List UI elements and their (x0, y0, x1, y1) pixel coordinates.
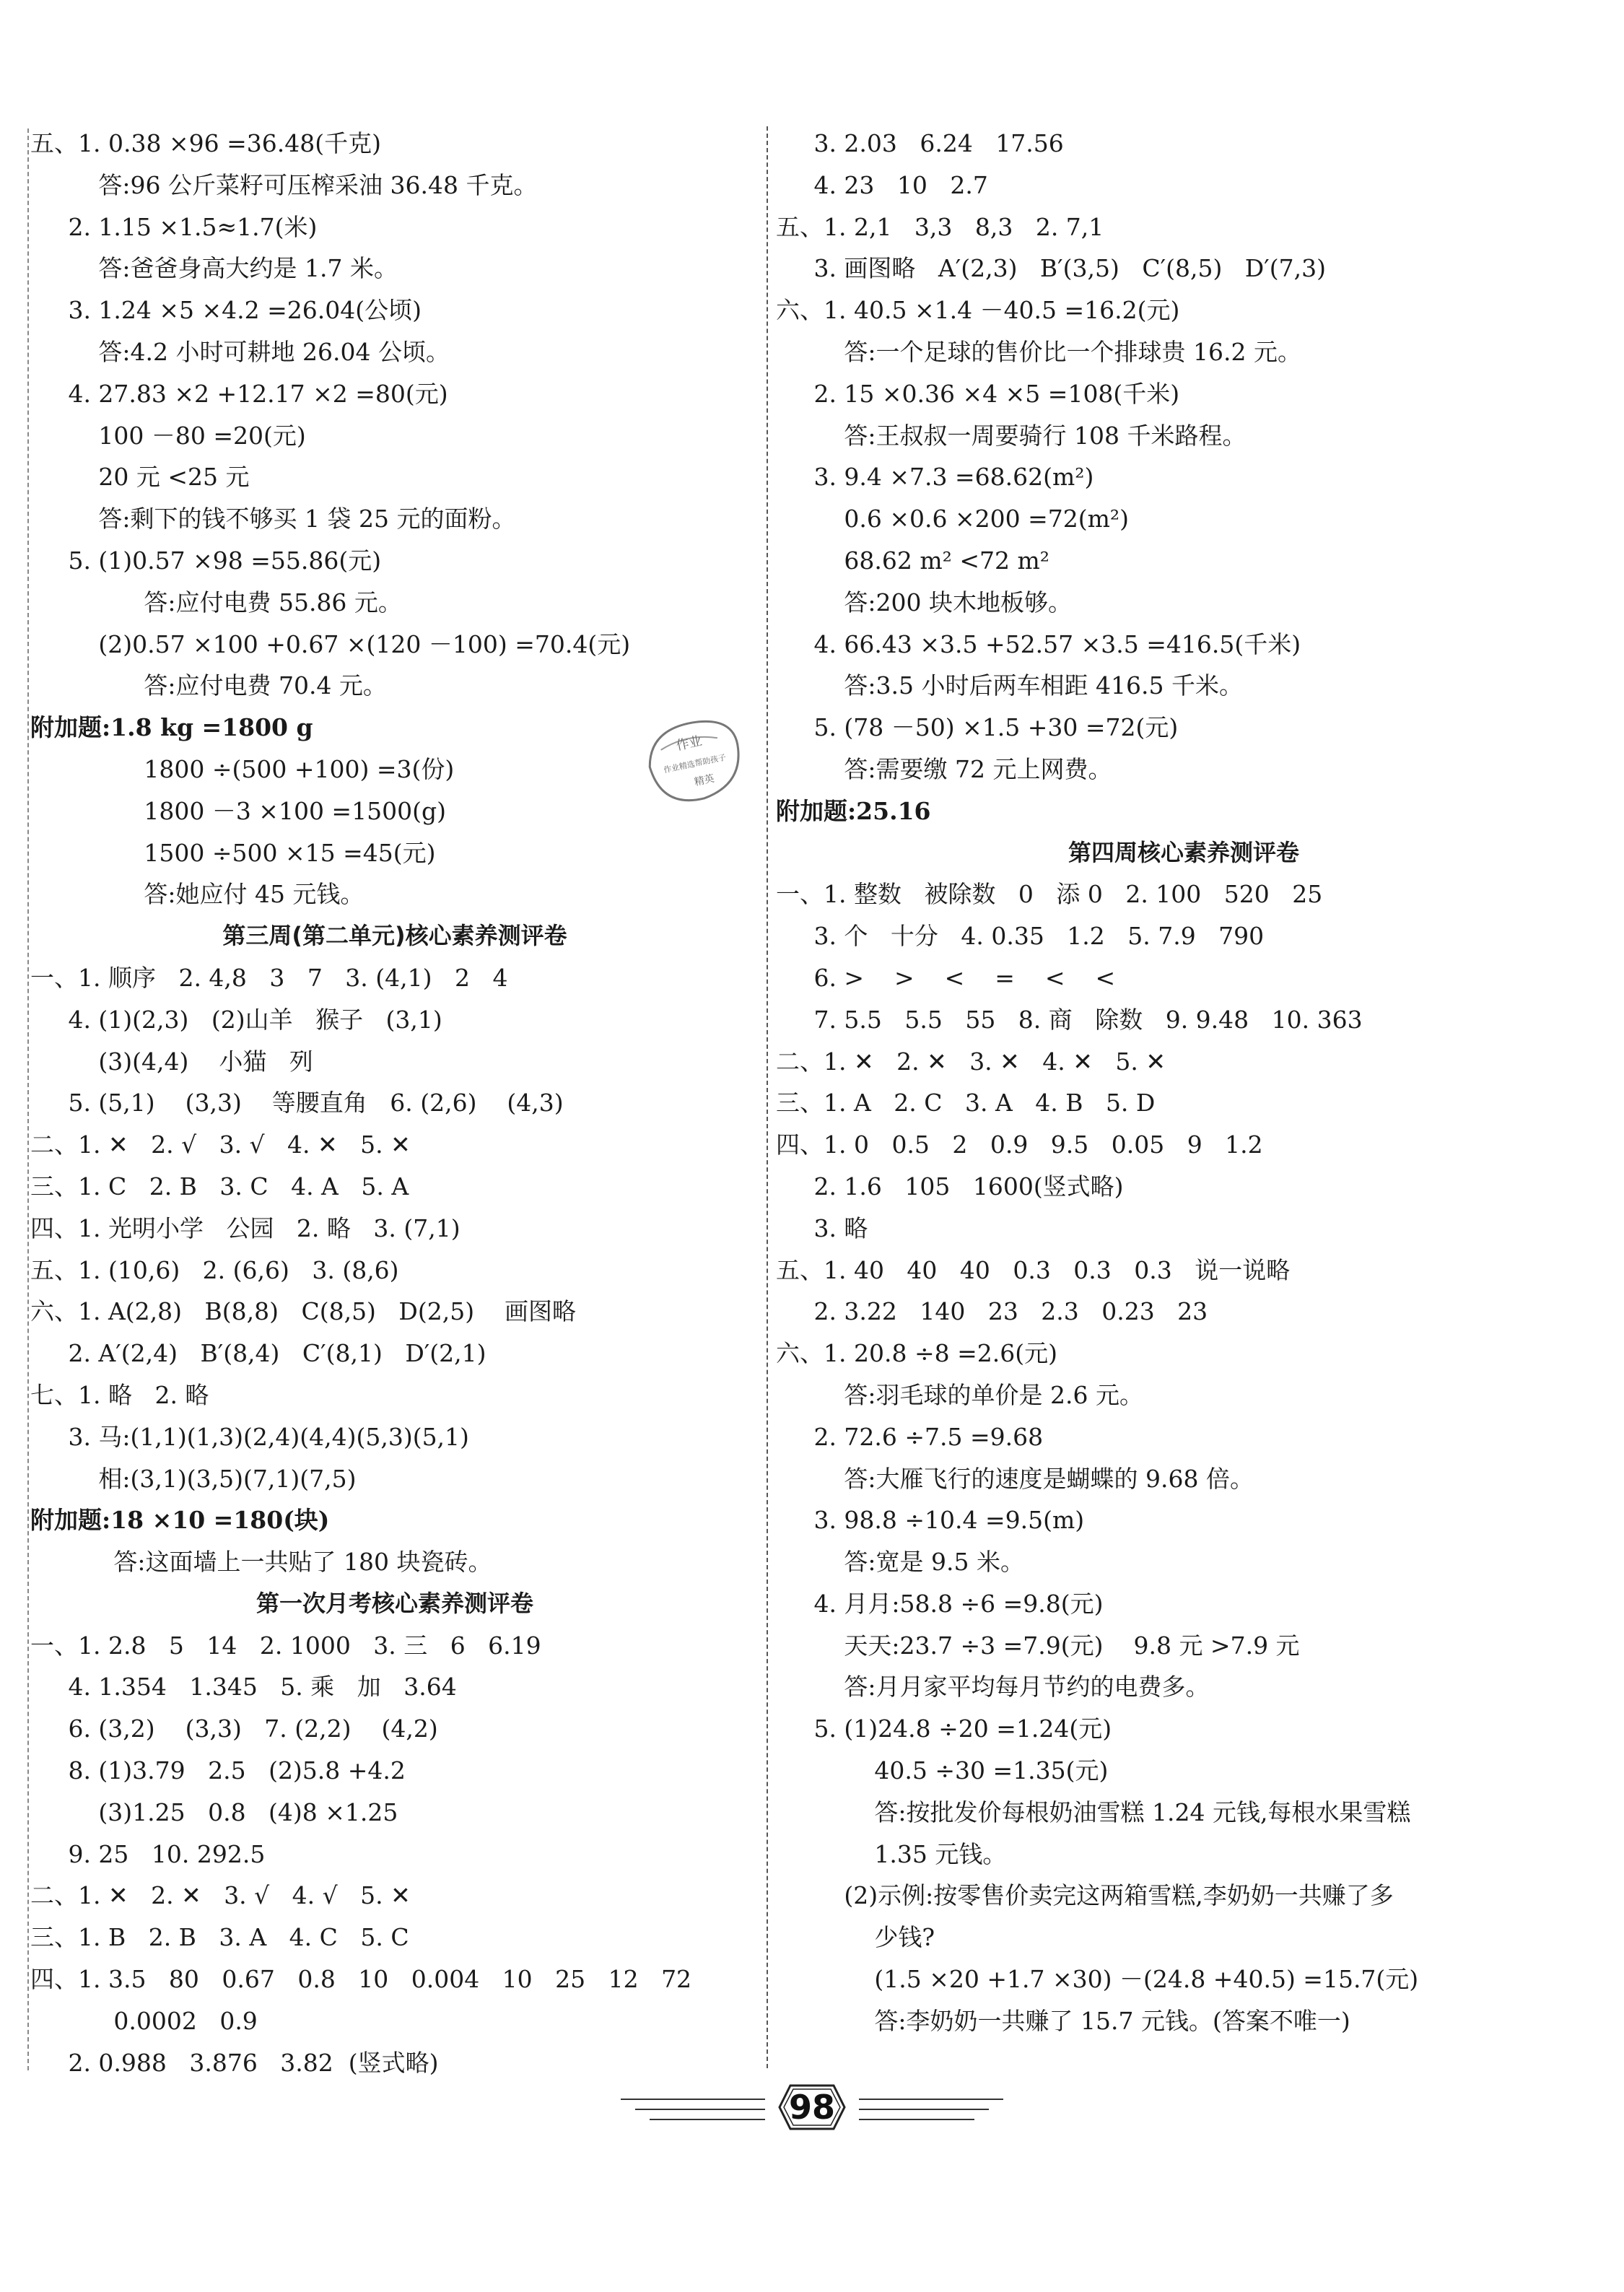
left-section-heading: 第三周(第二单元)核心素养测评卷 (222, 922, 567, 950)
right-answer-line: 2. 15 ×0.36 ×4 ×5 =108(千米) (776, 379, 1180, 408)
left-margin-rule (27, 128, 29, 2070)
left-answer-column (30, 123, 759, 2083)
right-answer-line: 答:王叔叔一周要骑行 108 千米路程。 (776, 421, 1247, 450)
left-answer-line: 附加题:18 ×10 =180(块) (30, 1506, 330, 1535)
right-answer-line: 3. 9.4 ×7.3 =68.62(m²) (776, 463, 1094, 492)
left-answer-line: 5. (1)0.57 ×98 =55.86(元) (30, 546, 382, 575)
left-answer-line: 2. 1.15 ×1.5≈1.7(米) (30, 212, 318, 241)
left-answer-line: 答:爸爸身高大约是 1.7 米。 (30, 254, 398, 283)
left-answer-line: 3. 1.24 ×5 ×4.2 =26.04(公顷) (30, 296, 422, 325)
right-answer-line: 三、1. A 2. C 3. A 4. B 5. D (776, 1089, 1156, 1117)
right-answer-line: 天天:23.7 ÷3 =7.9(元) 9.8 元 >7.9 元 (776, 1631, 1300, 1660)
right-answer-line: 五、1. 40 40 40 0.3 0.3 0.3 说一说略 (776, 1255, 1291, 1284)
right-answer-line: (1.5 ×20 +1.7 ×30) －(24.8 +40.5) =15.7(元) (776, 1965, 1419, 1994)
right-section-heading: 第四周核心素养测评卷 (1068, 838, 1299, 866)
left-answer-line: 3. 马:(1,1)(1,3)(2,4)(4,4)(5,3)(5,1) (30, 1422, 469, 1451)
right-answer-line: 3. 略 (776, 1213, 868, 1242)
right-answer-line: 答:200 块木地板够。 (776, 588, 1073, 616)
right-answer-line: 答:月月家平均每月节约的电费多。 (776, 1673, 1210, 1701)
right-answer-line: 3. 画图略 A′(2,3) B′(3,5) C′(8,5) D′(7,3) (776, 254, 1326, 283)
left-answer-line: 4. (1)(2,3) (2)山羊 猴子 (3,1) (30, 1005, 442, 1034)
right-answer-line: 答:需要缴 72 元上网费。 (776, 754, 1112, 783)
left-answer-line: 四、1. 3.5 80 0.67 0.8 10 0.004 10 25 12 72 (30, 1965, 692, 1994)
left-answer-line: 二、1. ✕ 2. √ 3. √ 4. ✕ 5. ✕ (30, 1130, 411, 1159)
right-answer-line: 附加题:25.16 (776, 796, 931, 825)
left-answer-line: 4. 27.83 ×2 +12.17 ×2 =80(元) (30, 379, 448, 408)
right-answer-line: 答:大雁飞行的速度是蝴蝶的 9.68 倍。 (776, 1464, 1254, 1493)
left-answer-line: 答:应付电费 55.86 元。 (30, 588, 402, 616)
left-answer-line: 2. A′(2,4) B′(8,4) C′(8,1) D′(2,1) (30, 1339, 486, 1368)
left-answer-line: 一、1. 顺序 2. 4,8 3 7 3. (4,1) 2 4 (30, 963, 508, 992)
left-answer-line: 答:96 公斤菜籽可压榨采油 36.48 千克。 (30, 170, 538, 199)
right-answer-line: 4. 23 10 2.7 (776, 170, 988, 199)
right-answer-line: 4. 66.43 ×3.5 +52.57 ×3.5 =416.5(千米) (776, 629, 1301, 658)
right-answer-line: 答:李奶奶一共赚了 15.7 元钱。(答案不唯一) (776, 2006, 1350, 2035)
right-answer-line: 3. 98.8 ÷10.4 =9.5(m) (776, 1506, 1085, 1535)
left-answer-line: 六、1. A(2,8) B(8,8) C(8,5) D(2,5) 画图略 (30, 1297, 577, 1326)
right-answer-line: 少钱? (776, 1923, 935, 1952)
left-answer-line: 答:应付电费 70.4 元。 (30, 671, 387, 700)
left-answer-line: 9. 25 10. 292.5 (30, 1839, 266, 1868)
right-answer-line: 答:一个足球的售价比一个排球贵 16.2 元。 (776, 337, 1301, 366)
right-answer-line: 一、1. 整数 被除数 0 添 0 2. 100 520 25 (776, 880, 1323, 909)
footer-rule-left-top (621, 2099, 765, 2100)
left-answer-line: 0.0002 0.9 (30, 2006, 258, 2035)
footer-rule-left-mid (635, 2109, 765, 2110)
right-answer-line: 六、1. 20.8 ÷8 =2.6(元) (776, 1339, 1057, 1368)
left-answer-line: 五、1. 0.38 ×96 =36.48(千克) (30, 129, 381, 157)
right-answer-column (776, 123, 1592, 2042)
footer-rule-right-mid (859, 2109, 989, 2110)
left-answer-line: 三、1. B 2. B 3. A 4. C 5. C (30, 1923, 409, 1952)
left-answer-line: 答:4.2 小时可耕地 26.04 公顷。 (30, 337, 450, 366)
left-answer-line: 8. (1)3.79 2.5 (2)5.8 +4.2 (30, 1756, 406, 1785)
left-answer-line: 附加题:1.8 kg =1800 g (30, 713, 313, 742)
right-answer-line: 40.5 ÷30 =1.35(元) (776, 1756, 1109, 1785)
right-answer-line: 四、1. 0 0.5 2 0.9 9.5 0.05 9 1.2 (776, 1130, 1263, 1159)
left-answer-line: 6. (3,2) (3,3) 7. (2,2) (4,2) (30, 1714, 438, 1743)
right-answer-line: 二、1. ✕ 2. ✕ 3. ✕ 4. ✕ 5. ✕ (776, 1047, 1166, 1076)
right-answer-line: 答:宽是 9.5 米。 (776, 1548, 1024, 1577)
left-answer-line: 四、1. 光明小学 公园 2. 略 3. (7,1) (30, 1213, 460, 1242)
left-answer-line: 七、1. 略 2. 略 (30, 1380, 209, 1409)
left-answer-line: 20 元 <25 元 (30, 463, 250, 492)
left-answer-line: 五、1. (10,6) 2. (6,6) 3. (8,6) (30, 1255, 399, 1284)
left-answer-line: 1500 ÷500 ×15 =45(元) (30, 838, 436, 867)
right-answer-line: 2. 3.22 140 23 2.3 0.23 23 (776, 1297, 1208, 1326)
left-answer-line: 三、1. C 2. B 3. C 4. A 5. A (30, 1172, 409, 1201)
left-answer-line: 答:这面墙上一共贴了 180 块瓷砖。 (30, 1548, 492, 1577)
right-answer-line: 5. (1)24.8 ÷20 =1.24(元) (776, 1714, 1112, 1743)
footer-rule-left-bottom (650, 2119, 765, 2120)
right-answer-line: 0.6 ×0.6 ×200 =72(m²) (776, 505, 1130, 533)
page-footer (621, 2075, 1003, 2140)
right-answer-line: 7. 5.5 5.5 55 8. 商 除数 9. 9.48 10. 363 (776, 1005, 1363, 1034)
right-answer-line: 答:羽毛球的单价是 2.6 元。 (776, 1380, 1143, 1409)
right-answer-line: 6. > > < = < < (776, 963, 1116, 992)
right-answer-line: 3. 2.03 6.24 17.56 (776, 129, 1064, 157)
right-answer-line: 2. 72.6 ÷7.5 =9.68 (776, 1422, 1044, 1451)
left-answer-line: 相:(3,1)(3,5)(7,1)(7,5) (30, 1464, 357, 1493)
left-answer-line: 5. (5,1) (3,3) 等腰直角 6. (2,6) (4,3) (30, 1089, 564, 1117)
left-answer-line: (3)(4,4) 小猫 列 (30, 1047, 313, 1076)
left-section-heading: 第一次月考核心素养测评卷 (256, 1589, 533, 1617)
right-answer-line: 2. 1.6 105 1600(竖式略) (776, 1172, 1124, 1201)
left-answer-line: 2. 0.988 3.876 3.82 (竖式略) (30, 2048, 439, 2077)
left-answer-line: 1800 ÷(500 +100) =3(份) (30, 754, 455, 783)
left-answer-line: 二、1. ✕ 2. ✕ 3. √ 4. √ 5. ✕ (30, 1881, 411, 1910)
right-answer-line: 4. 月月:58.8 ÷6 =9.8(元) (776, 1589, 1104, 1618)
left-answer-line: 一、1. 2.8 5 14 2. 1000 3. 三 6 6.19 (30, 1631, 541, 1660)
left-answer-line: (2)0.57 ×100 +0.67 ×(120 －100) =70.4(元) (30, 629, 631, 658)
page-number-badge (772, 2081, 852, 2133)
svg-text:作业: 作业 (674, 733, 704, 754)
footer-rule-right-bottom (859, 2119, 974, 2120)
left-answer-line: 100 －80 =20(元) (30, 421, 306, 450)
column-divider (767, 126, 768, 2068)
footer-rule-right-top (859, 2099, 1003, 2100)
right-answer-line: 3. 个 十分 4. 0.35 1.2 5. 7.9 790 (776, 922, 1265, 951)
left-answer-line: 答:她应付 45 元钱。 (30, 880, 364, 909)
right-answer-line: 答:按批发价每根奶油雪糕 1.24 元钱,每根水果雪糕 (776, 1798, 1411, 1826)
left-answer-line: 1800 －3 ×100 =1500(g) (30, 796, 446, 825)
right-answer-line: 六、1. 40.5 ×1.4 －40.5 =16.2(元) (776, 296, 1180, 325)
right-answer-line: 5. (78 －50) ×1.5 +30 =72(元) (776, 713, 1179, 742)
left-answer-line: (3)1.25 0.8 (4)8 ×1.25 (30, 1798, 398, 1826)
page-number: 98 (788, 2088, 835, 2127)
left-answer-line: 答:剩下的钱不够买 1 袋 25 元的面粉。 (30, 505, 516, 533)
left-answer-line: 4. 1.354 1.345 5. 乘 加 3.64 (30, 1673, 457, 1701)
right-answer-line: 1.35 元钱。 (776, 1839, 1007, 1868)
right-answer-line: 答:3.5 小时后两车相距 416.5 千米。 (776, 671, 1243, 700)
svg-text:作业精选帮助孩子: 作业精选帮助孩子 (663, 752, 728, 775)
right-answer-line: 68.62 m² <72 m² (776, 546, 1050, 575)
svg-text:精英: 精英 (693, 772, 716, 789)
right-answer-line: 五、1. 2,1 3,3 8,3 2. 7,1 (776, 212, 1104, 241)
right-answer-line: (2)示例:按零售价卖完这两箱雪糕,李奶奶一共赚了多 (776, 1881, 1394, 1910)
